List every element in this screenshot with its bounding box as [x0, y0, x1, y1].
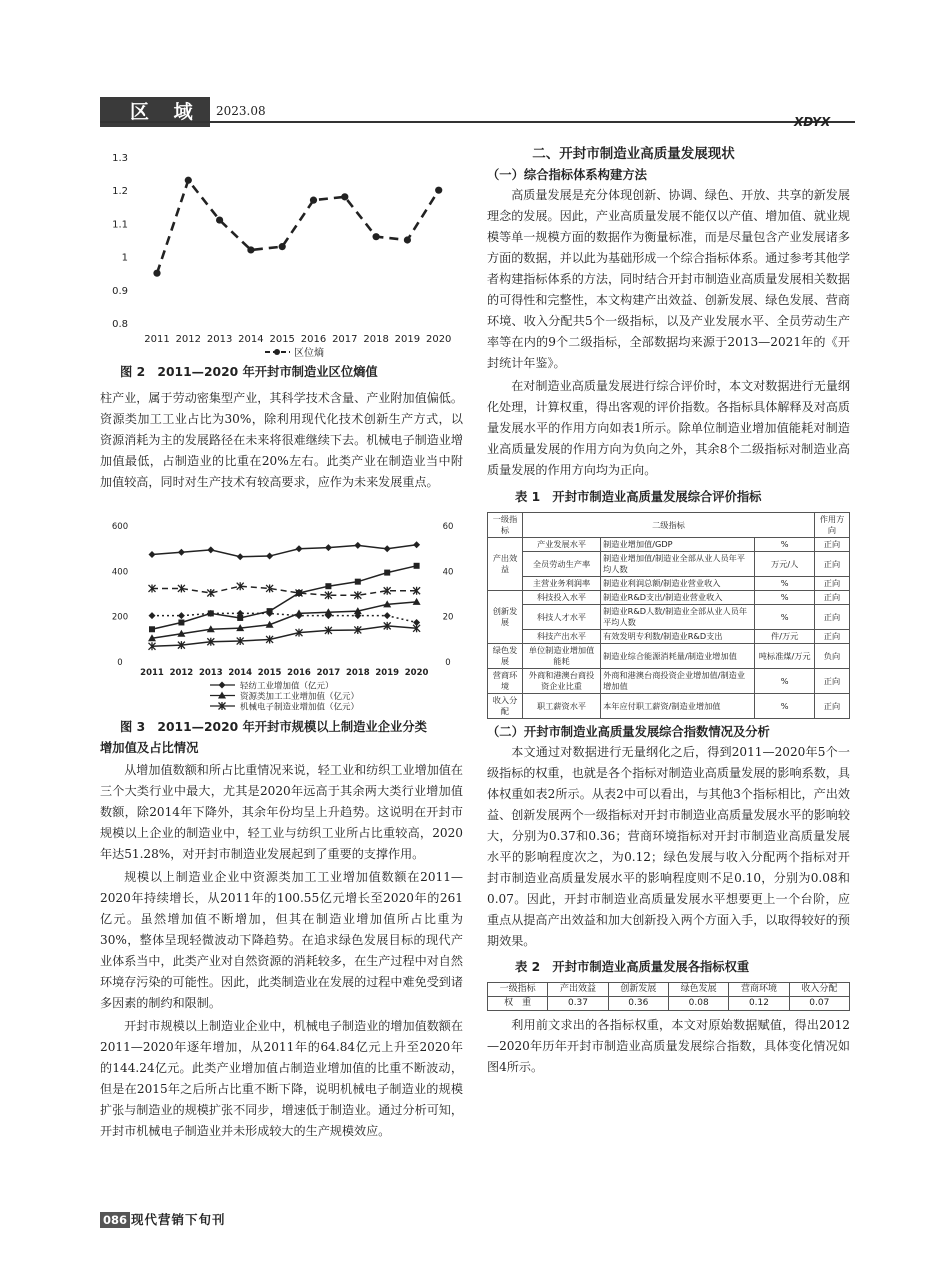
- header-cell: 作用方向: [815, 513, 850, 538]
- x-tick-label: 2018: [363, 334, 389, 345]
- x-tick-label: 2013: [206, 334, 233, 345]
- group-cell: 收入分配: [488, 694, 523, 719]
- issue-date: 2023.08: [216, 104, 266, 118]
- table-row: [488, 577, 850, 591]
- series-line: [152, 586, 417, 595]
- indicator-cell: 科技投入水平: [522, 591, 600, 605]
- y-tick-label: 1.1: [112, 219, 128, 231]
- table-row: [488, 669, 850, 694]
- value-cell: 0.08: [668, 997, 728, 1011]
- direction-cell: 正向: [815, 694, 850, 719]
- table-1-title: 表 1 开封市制造业高质量发展综合评价指标: [515, 490, 762, 504]
- unit-cell: %: [755, 591, 815, 605]
- series-group: [149, 541, 421, 560]
- data-point: [279, 243, 286, 250]
- definition-cell: 本年应付职工薪资/制造业增加值: [601, 694, 755, 719]
- legend-label: 机械电子制造业增加值（亿元）: [240, 702, 360, 713]
- x-tick-label: 2014: [238, 334, 264, 345]
- unit-cell: 万元/人: [755, 552, 815, 577]
- right-column: [487, 143, 850, 1078]
- definition-cell: 制造业R&D支出/制造业营业收入: [601, 591, 755, 605]
- series-line: [152, 545, 417, 557]
- definition-cell: 制造业增加值/制造业全部从业人员年平均人数: [601, 552, 755, 577]
- table-row: [488, 591, 850, 605]
- y-right-tick: 60: [442, 522, 454, 532]
- x-tick-label: 2016: [300, 334, 327, 345]
- table-2: [487, 982, 850, 1011]
- data-point: [266, 553, 273, 560]
- x-tick-label: 2013: [198, 668, 223, 678]
- value-cell: 0.12: [729, 997, 789, 1011]
- unit-cell: %: [755, 605, 815, 630]
- data-point: [384, 570, 390, 576]
- page-number: 086: [100, 1212, 130, 1228]
- header-cell: 产出效益: [548, 983, 608, 997]
- unit-cell: %: [755, 538, 815, 552]
- journal-name: 现代营销下旬刊: [131, 1212, 226, 1227]
- unit-cell: 吨标准煤/万元: [755, 644, 815, 669]
- series-group: [149, 622, 421, 650]
- data-point: [414, 563, 420, 569]
- paragraph: 规模以上制造业企业中资源类加工工业增加值数额在2011—2020年持续增长，从2011年的100.55亿元增长至2020年的261亿元。虽然增加值不断增加，但其在制造业增加值所占比重为30%，整体呈现轻微波动下降趋势。在追求绿色发展目标的现代产业体系当中，此类产业对自然资源的消耗较多，在生产过程中对自然环境存污染的可能性。因此，此类制造业在发展的过程中难免受到诸多因素的制约和限制。: [100, 870, 463, 1010]
- direction-cell: 正向: [815, 591, 850, 605]
- direction-cell: 正向: [815, 630, 850, 644]
- data-point: [247, 246, 254, 253]
- table-row: [488, 552, 850, 577]
- y-left-tick: 0: [117, 658, 123, 668]
- header-rule: [100, 121, 855, 123]
- series-line: [152, 613, 417, 622]
- paragraph: 本文通过对数据进行无量纲化之后，得到2011—2020年5个一级指标的权重，也就是各个指标对制造业高质量发展的影响系数，具体权重如表2所示。从表2中可以看出，与其他3个指标相比，产出效益、创新发展两个一级指标对开封市制造业高质量发展水平的影响较大，分别为0.37和0.36；营商环境指标对开封市制造业高质量发展水平的影响程度次之，为0.12；绿色发展与收入分配两个指标对开封市制造业高质量发展水平的影响程度则不足0.10，分别为0.08和0.07。因此，开封市制造业高质量发展水平想要更上一个台阶，应重点从提高产出效益和加大创新投入两个方面入手，以取得较好的预期效果。: [487, 745, 850, 948]
- data-point: [373, 233, 380, 240]
- indicator-cell: 主营业务利润率: [522, 577, 600, 591]
- figure-2-caption: 图 2 2011—2020 年开封市制造业区位熵值: [120, 365, 378, 379]
- table-2-title: 表 2 开封市制造业高质量发展各指标权重: [515, 960, 750, 974]
- subsection-title-2: （二）开封市制造业高质量发展综合指数情况及分析: [487, 725, 770, 739]
- data-point: [310, 197, 317, 204]
- series-group: [149, 582, 421, 599]
- table-row: [488, 694, 850, 719]
- definition-cell: 制造业综合能源消耗量/制造业增加值: [601, 644, 755, 669]
- group-cell: 创新发展: [488, 591, 523, 644]
- y-left-tick: 200: [111, 612, 129, 623]
- data-point: [267, 608, 273, 614]
- y-tick-label: 1.2: [112, 186, 128, 198]
- y-tick-label: 1.3: [112, 153, 128, 164]
- value-cell: 0.37: [548, 997, 608, 1011]
- indicator-cell: 职工薪资水平: [522, 694, 600, 719]
- unit-cell: 件/万元: [755, 630, 815, 644]
- table-row: [488, 538, 850, 552]
- figure-3-chart: [100, 515, 463, 715]
- paragraph: 利用前文求出的各指标权重，本文对原始数据赋值，得出2012—2020年历年开封市制造业高质量发展综合指数，具体变化情况如图4所示。: [487, 1018, 850, 1074]
- section-label: 区 域: [100, 97, 210, 127]
- data-point: [325, 544, 332, 551]
- group-cell: 绿色发展: [488, 644, 523, 669]
- y-left-tick: 600: [111, 522, 129, 532]
- y-tick-label: 0.9: [112, 285, 128, 297]
- caption-line-1: 图 3 2011—2020 年开封市规模以上制造业企业分类: [120, 720, 427, 734]
- data-point: [149, 612, 156, 619]
- indicator-cell: 外商和港澳台商投资企业比重: [522, 669, 600, 694]
- data-point: [185, 177, 192, 184]
- paragraph: 高质量发展是充分体现创新、协调、绿色、开放、共享的新发展理念的发展。因此，产业高质量发展不能仅以产值、增加值、就业规模等单一规模方面的数据作为衡量标准，而是尽量包含产业发展诸多方面的数据，并以此为基础形成一个综合指标体系。通过参考其他学者构建指标体系的方法，同时结合开封市制造业高质量发展相关数据的可得性和完整性，本文构建产出效益、创新发展、绿色发展、营商环境、收入分配共5个一级指标，以及产业发展水平、全员劳动生产率等在内的9个二级指标，全部数据均来源于2013—2021年的《开封统计年鉴》。: [487, 188, 850, 370]
- data-point: [384, 612, 391, 619]
- x-tick-label: 2019: [394, 334, 421, 345]
- definition-cell: 外商和港澳台商投资企业增加值/制造业增加值: [601, 669, 755, 694]
- definition-cell: 制造业增加值/GDP: [601, 538, 755, 552]
- data-point: [354, 542, 361, 549]
- indicator-cell: 产业发展水平: [522, 538, 600, 552]
- journal-code: XDYX: [794, 115, 831, 129]
- data-point: [153, 270, 160, 277]
- unit-cell: %: [755, 669, 815, 694]
- x-tick-label: 2016: [287, 668, 311, 678]
- direction-cell: 正向: [815, 577, 850, 591]
- y-tick-label: 1: [121, 252, 128, 264]
- caption-line-2: 增加值及占比情况: [100, 741, 199, 755]
- data-point: [149, 551, 156, 558]
- x-tick-label: 2011: [140, 668, 164, 678]
- paragraph-text: 柱产业，属于劳动密集型产业，其科学技术含量、产业附加值偏低。资源类加工工业占比为30%，除利用现代化技术创新生产方式，以资源消耗为主的发展路径在未来将很难继续下去。机械电子制造业增加值最低，占制造业的比重在20%左右。此类产业在制造业当中附加值较高，同时对生产技术有较高要求，应作为未来发展重点。: [100, 391, 463, 489]
- group-cell: 产出效益: [488, 538, 523, 591]
- x-tick-label: 2020: [404, 668, 429, 678]
- section-title: 二、开封市制造业高质量发展现状: [532, 146, 735, 162]
- data-point: [296, 545, 303, 552]
- header-cell: 营商环境: [729, 983, 789, 997]
- legend-label: 区位熵: [294, 348, 324, 359]
- series-group: [149, 610, 421, 626]
- series-line: [152, 626, 417, 646]
- x-tick-label: 2012: [175, 334, 202, 345]
- table-row: [488, 644, 850, 669]
- data-point: [178, 619, 184, 625]
- definition-cell: 有效发明专利数/制造业R&D支出: [601, 630, 755, 644]
- data-point: [413, 541, 420, 548]
- y-right-tick: 0: [445, 658, 451, 668]
- table-row: [488, 605, 850, 630]
- direction-cell: 正向: [815, 538, 850, 552]
- table-header-row: [488, 983, 850, 997]
- unit-cell: %: [755, 694, 815, 719]
- direction-cell: 负向: [815, 644, 850, 669]
- left-paragraph-1: [100, 388, 463, 493]
- definition-cell: 制造业R&D人数/制造业全部从业人员年平均人数: [601, 605, 755, 630]
- unit-cell: %: [755, 577, 815, 591]
- data-point: [178, 612, 185, 619]
- y-right-tick: 20: [442, 612, 454, 623]
- y-right-tick: 40: [442, 567, 454, 578]
- header-cell: 创新发展: [608, 983, 668, 997]
- data-point: [237, 615, 243, 621]
- definition-cell: 制造业利润总额/制造业营业收入: [601, 577, 755, 591]
- indicator-cell: 单位制造业增加值能耗: [522, 644, 600, 669]
- indicator-cell: 科技产出水平: [522, 630, 600, 644]
- table-header-row: [488, 513, 850, 538]
- legend-label: 轻纺工业增加值（亿元）: [240, 681, 334, 692]
- header-cell: 收入分配: [789, 983, 849, 997]
- data-point: [404, 236, 411, 243]
- paragraph: 在对制造业高质量发展进行综合评价时，本文对数据进行无量纲化处理，计算权重，得出客观的评价指数。各指标具体解释及对高质量发展水平的作用方向如表1所示。除单位制造业增加值能耗对制造业高质量发展的作用方向为负向之外，其余8个二级指标对制造业高质量发展的作用方向均为正向。: [487, 379, 850, 477]
- x-tick-label: 2015: [269, 334, 295, 345]
- legend-marker: [274, 349, 280, 355]
- data-point: [219, 682, 226, 689]
- indicator-cell: 科技人才水平: [522, 605, 600, 630]
- left-paragraphs: [100, 760, 463, 1142]
- data-point: [384, 545, 391, 552]
- direction-cell: 正向: [815, 669, 850, 694]
- header-cell: 一级指标: [488, 513, 523, 538]
- indicator-cell: 全员劳动生产率: [522, 552, 600, 577]
- data-point: [207, 546, 214, 553]
- direction-cell: 正向: [815, 552, 850, 577]
- header-cell: 一级指标: [488, 983, 548, 997]
- figure-2-chart: [110, 145, 460, 360]
- paragraph: 开封市规模以上制造业企业中，机械电子制造业的增加值数额在2011—2020年逐年增加，从2011年的64.84亿元上升至2020年的144.24亿元。此类产业增加值占制造业增加值的比重不断波动，但是在2015年之后所占比重不断下降，说明机械电子制造业的规模扩张与制造业的规模扩张不同步，增速低于制造业。通过分析可知，开封市机械电子制造业并未形成较大的生产规模效应。: [100, 1019, 463, 1138]
- data-point: [216, 216, 223, 223]
- table-1: [487, 512, 850, 719]
- table-row: [488, 997, 850, 1011]
- x-tick-label: 2019: [375, 668, 400, 678]
- legend-label: 资源类加工工业增加值（亿元）: [240, 692, 360, 702]
- value-cell: 权 重: [488, 997, 548, 1011]
- series-group: [149, 563, 420, 632]
- value-cell: 0.36: [608, 997, 668, 1011]
- x-tick-label: 2014: [228, 668, 253, 678]
- y-left-tick: 400: [111, 567, 129, 578]
- x-tick-label: 2015: [257, 668, 282, 678]
- data-point: [178, 549, 185, 556]
- direction-cell: 正向: [815, 605, 850, 630]
- group-cell: 营商环境: [488, 669, 523, 694]
- figure-3-caption: [100, 717, 465, 759]
- data-point: [435, 187, 442, 194]
- value-cell: 0.07: [789, 997, 849, 1011]
- data-point: [325, 583, 331, 589]
- y-tick-label: 0.8: [112, 319, 128, 330]
- paragraph: 从增加值数额和所占比重情况来说，轻工业和纺织工业增加值在三个大类行业中最大，尤其是2020年远高于其余两大类行业增加值数额，除2014年下降外，其余年份均呈上升趋势。这说明在开封市规模以上企业的制造业中，轻工业与纺织工业所占比重较高，2020年达51.28%，对开封市制造业发展起到了重要的支撑作用。: [100, 763, 463, 861]
- subsection-title-1: （一）综合指标体系构建方法: [487, 168, 647, 182]
- data-point: [413, 619, 420, 626]
- data-point: [355, 579, 361, 585]
- header-cell: 绿色发展: [668, 983, 728, 997]
- table-row: [488, 630, 850, 644]
- x-tick-label: 2018: [345, 668, 370, 678]
- data-point: [149, 626, 155, 632]
- x-tick-label: 2012: [169, 668, 194, 678]
- series-line: [157, 180, 439, 273]
- x-tick-label: 2017: [316, 668, 341, 678]
- data-point: [208, 610, 214, 616]
- x-tick-label: 2020: [425, 334, 452, 345]
- x-tick-label: 2011: [144, 334, 170, 345]
- header-cell: 二级指标: [522, 513, 814, 538]
- data-point: [237, 553, 244, 560]
- x-tick-label: 2017: [332, 334, 358, 345]
- data-point: [341, 193, 348, 200]
